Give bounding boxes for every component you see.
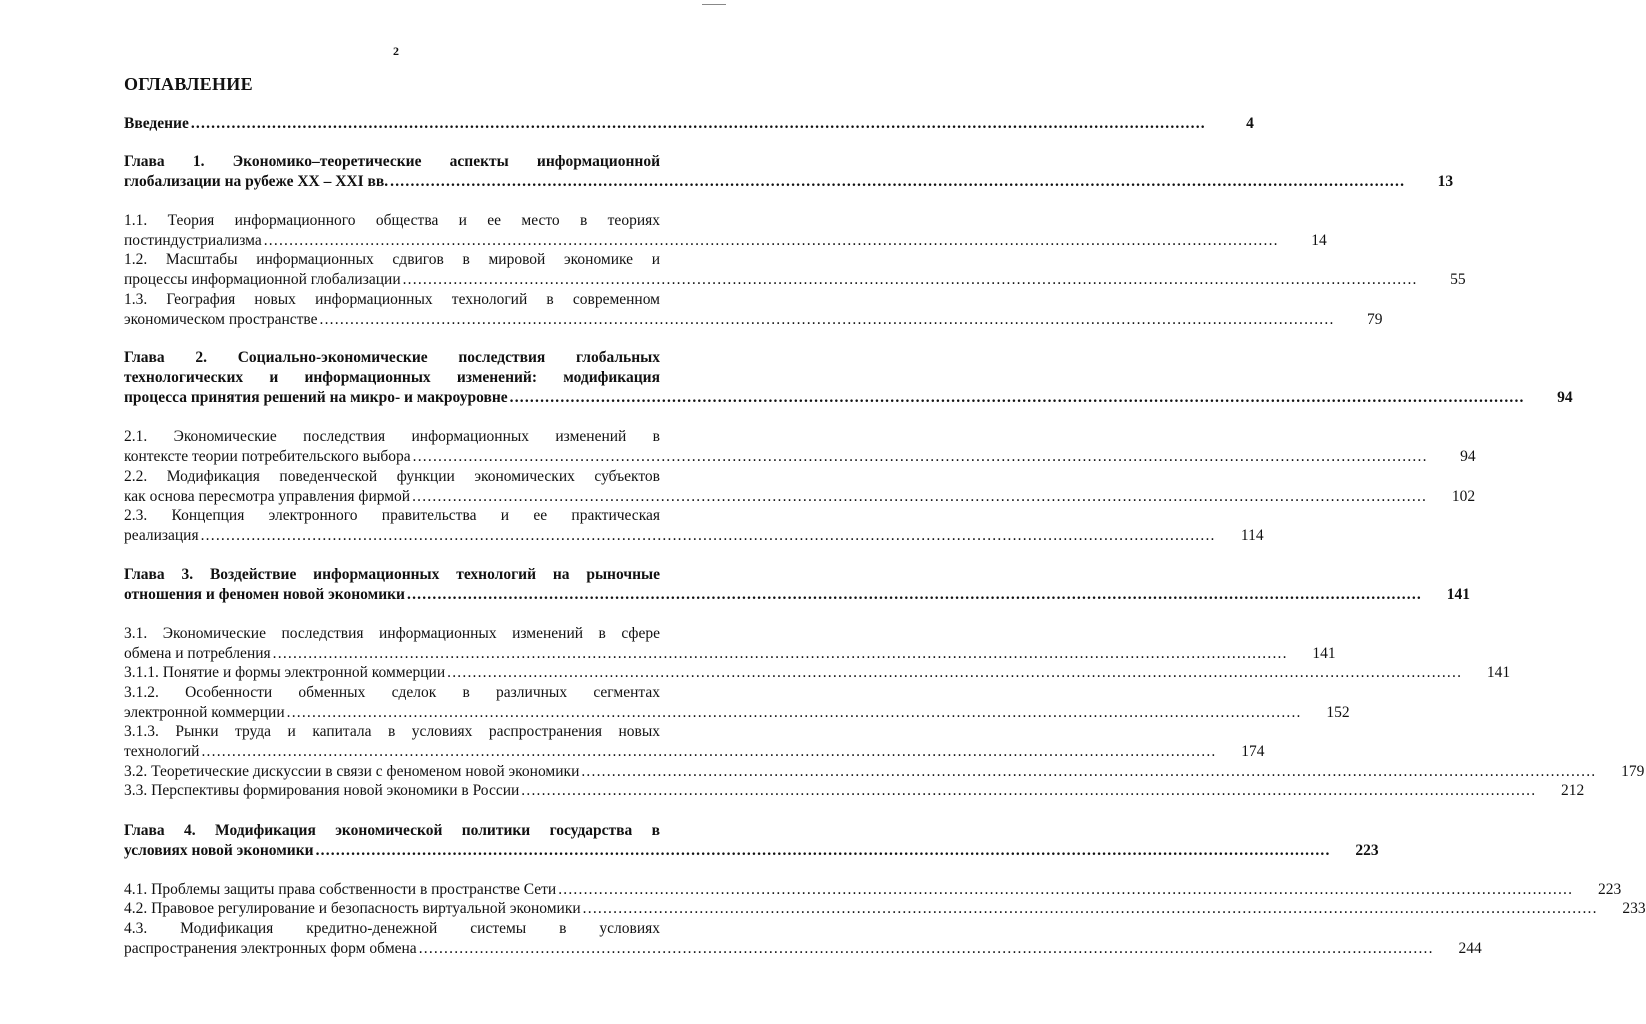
toc-entry-line: 2.2. Модификация поведенческой функции экономических субъектов: [124, 468, 660, 485]
toc-dot-leader: ........................................................................................................................................................................................................: [558, 881, 1574, 898]
toc-page-number: 14: [1311, 231, 1327, 249]
toc-dot-leader: ........................................................................................................................................................................................................: [190, 115, 1206, 132]
toc-dot-leader: ........................................................................................................................................................................................................: [402, 270, 1418, 288]
toc-entry-3-3: [124, 781, 1585, 801]
toc-entry-last-line: [124, 899, 1646, 919]
toc-entry-title: процессы информационной глобализации: [124, 270, 401, 288]
toc-entry-line: 2.3. Концепция электронного правительства и ее практическая: [124, 507, 660, 524]
toc-entry-last-line: [124, 644, 1336, 664]
toc-entry-last-line: [124, 703, 1350, 723]
toc-dot-leader: ........................................................................................................................................................................................................: [407, 585, 1422, 603]
toc-page-number: 141: [1312, 644, 1336, 662]
toc-entry-last-line: [124, 447, 1476, 467]
page-number: 2: [393, 44, 399, 58]
toc-dot-leader: ........................................................................................................................................................................................................: [272, 644, 1288, 662]
toc-entry-line: 1.3. География новых информационных технологий в современном: [124, 291, 660, 308]
toc-dot-leader: ........................................................................................................................................................................................................: [201, 742, 1217, 760]
toc-dot-leader: ........................................................................................................................................................................................................: [200, 526, 1216, 544]
toc-entry-title: отношения и феномен новой экономики: [124, 585, 405, 603]
toc-entry-title: условиях новой экономики: [124, 841, 314, 859]
toc-entry-last-line: [124, 526, 1264, 546]
toc-entry-1-2: [124, 250, 1466, 290]
toc-entry-title: 3.3. Перспективы формирования новой экономики в России: [124, 782, 520, 799]
toc-entry-3-2: [124, 762, 1645, 782]
toc-entry-line: 2.1. Экономические последствия информационных изменений в: [124, 428, 660, 445]
toc-dot-leader: ........................................................................................................................................................................................................: [581, 763, 1597, 780]
toc-entry-4-1: [124, 880, 1622, 900]
toc-entry-title: глобализации на рубеже XX – XXI вв.: [124, 172, 389, 190]
toc-entry-last-line: [124, 487, 1476, 507]
toc-page-number: 94: [1557, 388, 1573, 406]
toc-entry-title: процесса принятия решений на микро- и макроуровне: [124, 388, 508, 406]
toc-dot-leader: ........................................................................................................................................................................................................: [319, 310, 1335, 328]
toc-page-number: 174: [1241, 742, 1265, 760]
toc-entry-title: распространения электронных форм обмена: [124, 939, 417, 957]
toc-entry-3-1: [124, 624, 1336, 664]
toc-entry-title: технологий: [124, 742, 200, 760]
toc-entry-last-line: [124, 388, 1573, 408]
toc-entry-line: 4.3. Модификация кредитно-денежной системы в условиях: [124, 920, 660, 937]
toc-page-number: 223: [1355, 841, 1379, 859]
toc-entry-title: 4.2. Правовое регулирование и безопасность виртуальной экономики: [124, 900, 581, 917]
toc-entry-2-2: [124, 467, 1476, 507]
toc-entry-title: постиндустриализма: [124, 231, 262, 249]
toc-entry-line: Глава 1. Экономико–теоретические аспекты информационной: [124, 153, 660, 170]
toc-page-number: 141: [1446, 585, 1470, 603]
toc-entry-last-line: [124, 663, 1511, 683]
toc-entry-last-line: [124, 762, 1645, 782]
toc-entry-4-2: [124, 899, 1646, 919]
toc-entry-line: Глава 4. Модификация экономической политики государства в: [124, 822, 660, 839]
toc-entry-title: как основа пересмотра управления фирмой: [124, 487, 411, 505]
toc-entry-line: 1.2. Масштабы информационных сдвигов в мировой экономике и: [124, 251, 660, 268]
toc-entry-chapter-4: [124, 821, 1379, 861]
toc-entry-2-1: [124, 427, 1476, 467]
toc-entry-last-line: [124, 231, 1327, 251]
toc-entry-3-1-3: [124, 722, 1265, 762]
toc-entry-chapter-3: [124, 565, 1470, 605]
toc-page-number: 102: [1451, 487, 1476, 505]
toc-dot-leader: ........................................................................................................................................................................................................: [286, 703, 1302, 721]
toc-entry-2-3: [124, 506, 1264, 546]
toc-entry-title: реализация: [124, 526, 199, 544]
toc-entry-line: технологических и информационных изменений: модификация: [124, 368, 660, 386]
toc-dot-leader: ........................................................................................................................................................................................................: [315, 841, 1331, 859]
toc-page-number: 55: [1450, 270, 1466, 288]
toc-page-number: 4: [1246, 115, 1254, 132]
toc-entry-title: 4.1. Проблемы защиты права собственности в пространстве Сети: [124, 881, 557, 898]
toc-entry-last-line: [124, 172, 1454, 192]
toc-entry-title: Введение: [124, 115, 189, 132]
toc-entry-line: 3.1. Экономические последствия информационных изменений в сфере: [124, 625, 660, 642]
toc-entry-title: обмена и потребления: [124, 644, 271, 662]
toc-dot-leader: ........................................................................................................................................................................................................: [521, 782, 1537, 799]
toc-dot-leader: ........................................................................................................................................................................................................: [582, 900, 1598, 917]
toc-entry-1-1: [124, 211, 1327, 251]
page-title: ОГЛАВЛЕНИЕ: [124, 74, 253, 94]
toc-entry-title: 3.1.1. Понятие и формы электронной коммерции: [124, 664, 446, 681]
toc-entry-title: экономическом пространстве: [124, 310, 318, 328]
toc-page-number: 244: [1458, 939, 1482, 957]
toc-entry-title: электронной коммерции: [124, 703, 285, 721]
toc-dot-leader: ........................................................................................................................................................................................................: [509, 388, 1525, 406]
toc-entry-4-3: [124, 919, 1482, 959]
toc-entry-line: Глава 2. Социально-экономические последствия глобальных: [124, 349, 660, 366]
toc-dot-leader: ........................................................................................................................................................................................................: [447, 664, 1463, 681]
toc-entry-chapter-1: [124, 152, 1454, 192]
toc-dot-leader: ........................................................................................................................................................................................................: [390, 172, 1406, 190]
toc-dot-leader: ........................................................................................................................................................................................................: [418, 939, 1434, 957]
toc-page-number: 233: [1622, 900, 1646, 917]
toc-page-number: 94: [1460, 447, 1476, 465]
toc-dot-leader: ........................................................................................................................................................................................................: [412, 447, 1428, 465]
toc-entry-last-line: [124, 742, 1265, 762]
toc-entry-intro: [124, 114, 1254, 134]
toc-entry-last-line: [124, 114, 1254, 134]
toc-dot-leader: ........................................................................................................................................................................................................: [263, 231, 1279, 249]
toc-entry-3-1-2: [124, 683, 1350, 723]
toc-entry-title: 3.2. Теоретические дискуссии в связи с феноменом новой экономики: [124, 763, 580, 780]
toc-entry-line: 3.1.2. Особенности обменных сделок в различных сегментах: [124, 684, 660, 701]
toc-page-number: 152: [1326, 703, 1350, 721]
toc-entry-title: контексте теории потребительского выбора: [124, 447, 411, 465]
toc-entry-1-3: [124, 290, 1383, 330]
toc-page-number: 141: [1486, 664, 1511, 681]
toc-entry-last-line: [124, 270, 1466, 290]
toc-page-number: 13: [1437, 172, 1454, 190]
toc-entry-last-line: [124, 781, 1585, 801]
toc-entry-last-line: [124, 585, 1470, 605]
toc-page-number: 79: [1367, 310, 1383, 328]
toc-entry-last-line: [124, 880, 1622, 900]
toc-entry-last-line: [124, 841, 1379, 861]
toc-page-number: 223: [1597, 881, 1622, 898]
toc-entry-line: 1.1. Теория информационного общества и ее место в теориях: [124, 212, 660, 229]
toc-page-number: 114: [1240, 526, 1264, 544]
toc-entry-3-1-1: [124, 663, 1511, 683]
toc-entry-last-line: [124, 939, 1482, 959]
scan-artifact: [702, 4, 726, 5]
toc-entry-chapter-2: [124, 348, 1573, 407]
toc-page-number: 212: [1561, 782, 1585, 799]
toc-page-number: 179: [1621, 763, 1645, 780]
toc-entry-line: Глава 3. Воздействие информационных технологий на рыночные: [124, 566, 660, 583]
toc-dot-leader: ........................................................................................................................................................................................................: [412, 487, 1428, 505]
toc-entry-last-line: [124, 310, 1383, 330]
toc-entry-line: 3.1.3. Рынки труда и капитала в условиях распространения новых: [124, 723, 660, 740]
